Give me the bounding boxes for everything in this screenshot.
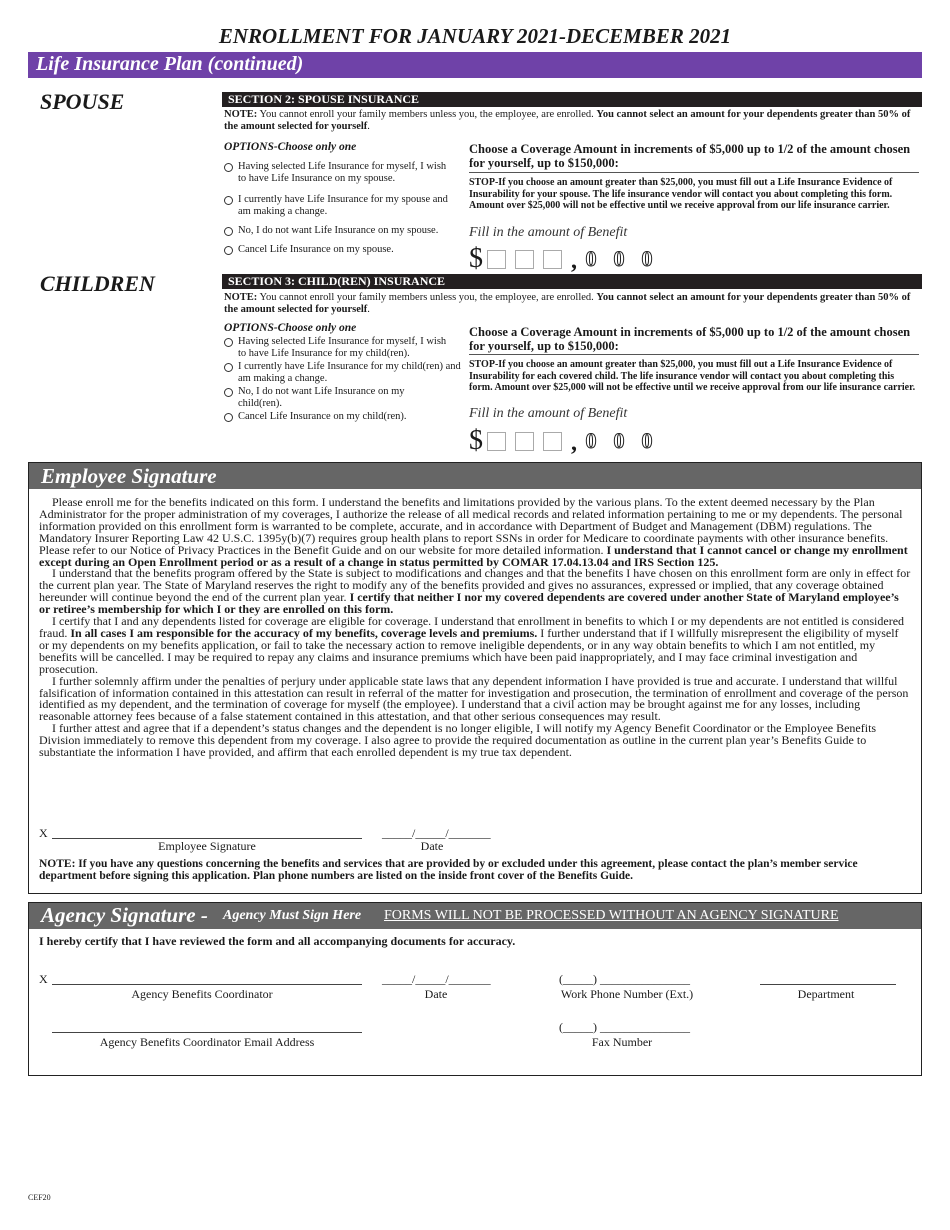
p1-text: Please enroll me for the benefits indicated on this form. I understand the benefits and limitations provided by the various plans. To the extent deemed necessary by the Plan Administrator for the proper administration of my coverages, I authorize the release of all medical records and related information pertaining to me or my dependents. The personal information provided on this enrollment form is warranted to be complete, accurate, and in accordance with Department of Budget and Management (DBM) regulations. The Mandatory Insurer Reporting Law 42 U.S.C. 1395y(b)(7) requires group health plans to report SSNs in order for Medicare to coordinate payments with other insurance benefits. Please refer to our Notice of Privacy Practices in the Benefit Guide and on our website for more detailed information.: [39, 495, 903, 557]
agency-signature-heading: Agency Signature -: [41, 903, 208, 927]
employee-bottom-note: NOTE: If you have any questions concerning the benefits and services that are provided by or excluded under this agreement, please contact the plan’s member service department before signing this application. Plan phone numbers are listed on the inside front cover of the Benefits Guide.: [39, 858, 858, 882]
children-note-text: You cannot enroll your family members unless you, the employee, are enrolled.: [257, 292, 597, 303]
agency-signature-warning: FORMS WILL NOT BE PROCESSED WITHOUT AN AGENCY SIGNATURE: [384, 908, 839, 923]
attestation-paragraph-2: [39, 568, 911, 616]
employee-attestation-text: [39, 497, 911, 759]
agency-date-field[interactable]: _____/_____/_______: [382, 972, 491, 986]
p3-text-end: I further understand that if I willfully misrepresent the eligibility of myself or my dependents on my benefits application, or fail to take the necessary action to remove ineligible dependents, or in any way obtain benefits to which I am not entitled, my benefits will be cancelled. I may be required to repay any claims and insurance premiums which have been paid inappropriately, and I may face criminal investigation and prosecution.: [39, 625, 899, 676]
spouse-fill-label: Fill in the amount of Benefit: [469, 225, 628, 240]
employee-date-field[interactable]: _____/_____/_______: [382, 826, 491, 840]
spouse-option-1-label: Having selected Life Insurance for myself, I wish to have Life Insurance on my spouse.: [238, 161, 447, 184]
children-options-heading: OPTIONS-Choose only one: [224, 322, 357, 334]
spouse-option-4-label: Cancel Life Insurance on my spouse.: [238, 244, 394, 255]
spouse-benefit-amount[interactable]: [469, 243, 729, 273]
radio-button[interactable]: [224, 246, 233, 255]
spouse-option-3[interactable]: [224, 225, 468, 237]
employee-date-caption: Date: [420, 839, 444, 853]
children-option-2-label: I currently have Life Insurance for my child(ren) and am making a change.: [238, 361, 461, 384]
radio-button[interactable]: [224, 338, 233, 347]
agency-email-line[interactable]: [52, 1020, 362, 1033]
digit-box[interactable]: [543, 432, 562, 451]
spouse-option-1[interactable]: [224, 161, 448, 185]
work-phone-field[interactable]: (_____) _______________: [559, 972, 690, 986]
spouse-note-text: You cannot enroll your family members unless you, the employee, are enrolled.: [257, 109, 597, 120]
children-option-2[interactable]: [224, 361, 463, 385]
spouse-side-label: SPOUSE: [40, 89, 125, 114]
digit-box[interactable]: [487, 432, 506, 451]
employee-x-mark: X: [39, 826, 48, 840]
children-option-1-label: Having selected Life Insurance for myself, I wish to have Life Insurance for my child(ren).: [238, 336, 447, 359]
fixed-zero-digit: 0: [585, 428, 597, 453]
spouse-option-2-label: I currently have Life Insurance for my spouse and am making a change.: [238, 194, 448, 217]
fixed-zero-digit: 0: [641, 428, 653, 453]
spouse-note-end: .: [367, 121, 370, 132]
fixed-zero-digit: 0: [613, 428, 625, 453]
spouse-options-heading: OPTIONS-Choose only one: [224, 141, 357, 153]
employee-signature-heading: Employee Signature: [41, 464, 217, 488]
agency-email-caption: Agency Benefits Coordinator Email Address: [99, 1035, 315, 1049]
children-note: [224, 292, 919, 316]
attestation-paragraph-4: I further solemnly affirm under the penalties of perjury under applicable state laws that any dependent information I have provided is true and accurate. I understand that willful falsification of information contained in this attestation can result in referral of the matter for investigation and prosecution, the termination of enrollment and coverage of the person identified as my dependent, and the termination of coverage for myself (the employee). I understand that a civil action may be brought against me for any losses, including reasonable attorney fees because of a false statement contained in this attestation, and that other serious consequences may result.: [39, 673, 909, 724]
page-title: ENROLLMENT FOR JANUARY 2021-DECEMBER 2021: [218, 24, 732, 48]
agency-signature-header: [29, 903, 921, 929]
work-phone-caption: Work Phone Number (Ext.): [560, 987, 694, 1001]
agency-date-caption: Date: [424, 987, 448, 1001]
employee-signature-caption: Employee Signature: [158, 839, 256, 853]
digit-box[interactable]: [515, 250, 534, 269]
form-code: CEF20: [28, 1193, 51, 1202]
children-note-lead: NOTE:: [224, 292, 258, 303]
radio-button[interactable]: [224, 163, 233, 172]
thousands-separator: ,: [571, 248, 577, 274]
fixed-zero-digit: 0: [613, 246, 625, 271]
children-side-label: CHILDREN: [40, 271, 155, 296]
fax-caption: Fax Number: [591, 1035, 653, 1049]
department-line[interactable]: [760, 972, 896, 985]
spouse-note-bold: You cannot select an amount for your dependents greater than 50% of the amount selected for yourself: [224, 109, 911, 132]
children-option-1[interactable]: [224, 336, 448, 360]
spouse-option-3-label: No, I do not want Life Insurance on my spouse.: [238, 225, 439, 236]
spouse-stop-text: STOP-If you choose an amount greater than $25,000, you must fill out a Life Insurance Evidence of Insurability for your spouse. The life insurance vendor will contact you about completing this form. Amount over $25,000 will not be effective until we receive approval from our life insurance carrier.: [469, 177, 893, 211]
employee-signature-header: [29, 463, 921, 489]
divider: [469, 172, 919, 173]
spouse-note: [224, 109, 919, 133]
employee-signature-line[interactable]: [52, 826, 362, 839]
children-option-4-label: Cancel Life Insurance on my child(ren).: [238, 411, 407, 422]
children-benefit-amount[interactable]: [469, 425, 729, 455]
spouse-note-lead: NOTE:: [224, 109, 258, 120]
children-note-bold: You cannot select an amount for your dependents greater than 50% of the amount selected for yourself: [224, 292, 911, 315]
dollar-sign: $: [469, 425, 483, 456]
children-section-title: SECTION 3: CHILD(REN) INSURANCE: [228, 274, 446, 288]
fixed-zero-digit: 0: [641, 246, 653, 271]
children-note-end: .: [367, 304, 370, 315]
thousands-separator: ,: [571, 430, 577, 456]
digit-box[interactable]: [487, 250, 506, 269]
radio-button[interactable]: [224, 363, 233, 372]
agency-x-mark: X: [39, 972, 48, 986]
attestation-paragraph-3: [39, 616, 911, 676]
department-caption: Department: [797, 987, 855, 1001]
digit-box[interactable]: [543, 250, 562, 269]
children-option-3[interactable]: [224, 386, 438, 410]
attestation-paragraph-1: [39, 497, 911, 568]
radio-button[interactable]: [224, 388, 233, 397]
p3-bold: In all cases I am responsible for the accuracy of my benefits, coverage levels and premiums.: [70, 625, 538, 640]
children-option-4[interactable]: [224, 411, 448, 423]
spouse-section-title: SECTION 2: SPOUSE INSURANCE: [228, 92, 420, 106]
p1-bold: I understand that I cannot cancel or change my enrollment except during an Open Enrollment period or as a result of a change in status permitted by COMAR 17.04.13.04 and IRS Section 125.: [39, 542, 908, 569]
radio-button[interactable]: [224, 413, 233, 422]
spouse-option-2[interactable]: [224, 194, 448, 218]
children-fill-label: Fill in the amount of Benefit: [469, 406, 628, 421]
children-option-3-label: No, I do not want Life Insurance on my child(ren).: [238, 386, 405, 409]
agency-coordinator-caption: Agency Benefits Coordinator: [131, 987, 273, 1001]
digit-box[interactable]: [515, 432, 534, 451]
fax-field[interactable]: (_____) _______________: [559, 1020, 690, 1034]
divider: [469, 354, 919, 355]
radio-button[interactable]: [224, 227, 233, 236]
children-coverage-heading: Choose a Coverage Amount in increments of $5,000 up to 1/2 of the amount chosen for yourself, up to $150,000:: [469, 325, 911, 353]
agency-certify-text: I hereby certify that I have reviewed the form and all accompanying documents for accuracy.: [39, 934, 516, 948]
p2-text: I understand that the benefits program offered by the State is subject to modifications and changes and that the benefits I have chosen on this enrollment form are only in effect for the current plan year. The State of Maryland reserves the right to modify any of the benefits provided and gives no assurances, expressed or implied, that any coverage obtained hereunder will continue beyond the end of the current plan year.: [39, 566, 911, 605]
children-section-header: [222, 274, 922, 289]
spouse-option-4[interactable]: [224, 244, 448, 256]
p2-bold: I certify that neither I nor my covered dependents are covered under another State of Maryland employee’s or retiree’s membership for which I or they are enrolled on this form.: [39, 590, 899, 617]
plan-title-bar: [28, 52, 922, 78]
attestation-paragraph-5: I further attest and agree that if a dependent’s status changes and the dependent is no longer eligible, I will notify my Agency Benefit Coordinator or the Employee Benefits Division immediately to remove this dependent from my coverage. I also agree to provide the required documentation as outline in the current plan year’s Benefits Guide to substantiate the information I have provided, and affirm that each enrolled dependent is my true tax dependent.: [39, 721, 877, 760]
plan-title: Life Insurance Plan (continued): [36, 53, 304, 75]
agency-coordinator-signature-line[interactable]: [52, 972, 362, 985]
agency-signature-subheading: Agency Must Sign Here: [223, 908, 362, 923]
spouse-section-header: [222, 92, 922, 107]
fixed-zero-digit: 0: [585, 246, 597, 271]
spouse-coverage-heading: Choose a Coverage Amount in increments of $5,000 up to 1/2 of the amount chosen for yourself, up to $150,000:: [469, 142, 911, 170]
dollar-sign: $: [469, 243, 483, 274]
p3-text: I certify that I and any dependents listed for coverage are eligible for coverage. I understand that enrollment in benefits to which I or my dependents are not entitled is considered fraud.: [39, 614, 905, 640]
children-stop-text: STOP-If you choose an amount greater than $25,000, you must fill out a Life Insurance Evidence of Insurability for each covered child. The life insurance vendor will contact you about completing this form. Amount over $25,000 will not be effective until we receive approval from our life insurance carrier.: [469, 359, 916, 393]
radio-button[interactable]: [224, 196, 233, 205]
